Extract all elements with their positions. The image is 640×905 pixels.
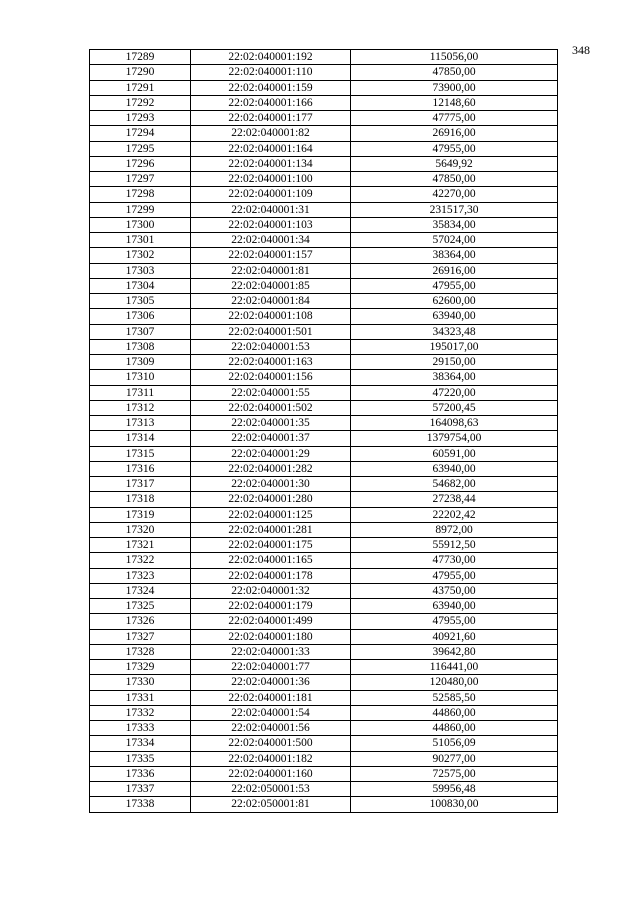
cadastral-number-cell: 22:02:040001:54 xyxy=(191,705,351,720)
cadastral-number-cell: 22:02:040001:110 xyxy=(191,65,351,80)
cadastral-number-cell: 22:02:040001:175 xyxy=(191,538,351,553)
cadastral-value-cell: 44860,00 xyxy=(351,721,558,736)
row-number-cell: 17338 xyxy=(90,797,191,812)
table-body xyxy=(90,50,558,813)
row-number-cell: 17303 xyxy=(90,263,191,278)
row-number-cell: 17318 xyxy=(90,492,191,507)
table-row xyxy=(90,80,558,95)
row-number-cell: 17301 xyxy=(90,233,191,248)
table-row xyxy=(90,721,558,736)
cadastral-number-cell: 22:02:040001:281 xyxy=(191,522,351,537)
row-number-cell: 17315 xyxy=(90,446,191,461)
cadastral-number-cell: 22:02:050001:81 xyxy=(191,797,351,812)
row-number-cell: 17295 xyxy=(90,141,191,156)
row-number-cell: 17302 xyxy=(90,248,191,263)
cadastral-value-cell: 90277,00 xyxy=(351,751,558,766)
table-row xyxy=(90,156,558,171)
cadastral-number-cell: 22:02:040001:280 xyxy=(191,492,351,507)
row-number-cell: 17298 xyxy=(90,187,191,202)
table-row xyxy=(90,111,558,126)
page-number: 348 xyxy=(572,43,590,57)
cadastral-value-cell: 29150,00 xyxy=(351,355,558,370)
cadastral-value-cell: 26916,00 xyxy=(351,263,558,278)
table-row xyxy=(90,400,558,415)
cadastral-value-cell: 26916,00 xyxy=(351,126,558,141)
cadastral-number-cell: 22:02:040001:159 xyxy=(191,80,351,95)
table-row xyxy=(90,355,558,370)
row-number-cell: 17289 xyxy=(90,50,191,65)
row-number-cell: 17313 xyxy=(90,416,191,431)
cadastral-value-cell: 39642,80 xyxy=(351,644,558,659)
cadastral-value-cell: 164098,63 xyxy=(351,416,558,431)
row-number-cell: 17299 xyxy=(90,202,191,217)
cadastral-number-cell: 22:02:040001:109 xyxy=(191,187,351,202)
row-number-cell: 17324 xyxy=(90,583,191,598)
cadastral-value-cell: 40921,60 xyxy=(351,629,558,644)
table-row xyxy=(90,507,558,522)
cadastral-value-cell: 62600,00 xyxy=(351,294,558,309)
table-row xyxy=(90,568,558,583)
cadastral-value-cell: 47775,00 xyxy=(351,111,558,126)
cadastral-value-cell: 27238,44 xyxy=(351,492,558,507)
cadastral-number-cell: 22:02:040001:180 xyxy=(191,629,351,644)
cadastral-value-cell: 60591,00 xyxy=(351,446,558,461)
table-row xyxy=(90,797,558,812)
cadastral-value-cell: 72575,00 xyxy=(351,766,558,781)
cadastral-value-cell: 52585,50 xyxy=(351,690,558,705)
cadastral-number-cell: 22:02:040001:177 xyxy=(191,111,351,126)
row-number-cell: 17292 xyxy=(90,95,191,110)
table-row xyxy=(90,553,558,568)
cadastral-number-cell: 22:02:040001:502 xyxy=(191,400,351,415)
cadastral-number-cell: 22:02:040001:77 xyxy=(191,660,351,675)
row-number-cell: 17334 xyxy=(90,736,191,751)
cadastral-number-cell: 22:02:040001:56 xyxy=(191,721,351,736)
cadastral-value-cell: 73900,00 xyxy=(351,80,558,95)
table-row xyxy=(90,233,558,248)
row-number-cell: 17322 xyxy=(90,553,191,568)
table-row xyxy=(90,782,558,797)
cadastral-value-cell: 8972,00 xyxy=(351,522,558,537)
cadastral-number-cell: 22:02:040001:85 xyxy=(191,278,351,293)
row-number-cell: 17321 xyxy=(90,538,191,553)
cadastral-number-cell: 22:02:040001:37 xyxy=(191,431,351,446)
row-number-cell: 17317 xyxy=(90,477,191,492)
cadastral-number-cell: 22:02:040001:100 xyxy=(191,172,351,187)
cadastral-value-cell: 57200,45 xyxy=(351,400,558,415)
row-number-cell: 17307 xyxy=(90,324,191,339)
cadastral-number-cell: 22:02:040001:108 xyxy=(191,309,351,324)
cadastral-number-cell: 22:02:040001:103 xyxy=(191,217,351,232)
cadastral-value-cell: 47850,00 xyxy=(351,172,558,187)
cadastral-number-cell: 22:02:040001:179 xyxy=(191,599,351,614)
cadastral-value-cell: 42270,00 xyxy=(351,187,558,202)
table-row xyxy=(90,324,558,339)
table-row xyxy=(90,614,558,629)
cadastral-number-cell: 22:02:040001:166 xyxy=(191,95,351,110)
cadastral-value-cell: 5649,92 xyxy=(351,156,558,171)
cadastral-value-cell: 44860,00 xyxy=(351,705,558,720)
table-row xyxy=(90,187,558,202)
row-number-cell: 17308 xyxy=(90,339,191,354)
row-number-cell: 17319 xyxy=(90,507,191,522)
table-row xyxy=(90,95,558,110)
cadastral-value-cell: 63940,00 xyxy=(351,599,558,614)
table-row xyxy=(90,370,558,385)
table-row xyxy=(90,294,558,309)
cadastral-number-cell: 22:02:040001:82 xyxy=(191,126,351,141)
table-row xyxy=(90,65,558,80)
cadastral-value-cell: 116441,00 xyxy=(351,660,558,675)
cadastral-value-table xyxy=(89,49,558,813)
cadastral-value-cell: 47730,00 xyxy=(351,553,558,568)
cadastral-value-cell: 54682,00 xyxy=(351,477,558,492)
row-number-cell: 17320 xyxy=(90,522,191,537)
cadastral-number-cell: 22:02:040001:164 xyxy=(191,141,351,156)
table-row xyxy=(90,736,558,751)
table-row xyxy=(90,172,558,187)
table-row xyxy=(90,522,558,537)
cadastral-value-cell: 47850,00 xyxy=(351,65,558,80)
cadastral-number-cell: 22:02:040001:35 xyxy=(191,416,351,431)
table-row xyxy=(90,461,558,476)
cadastral-number-cell: 22:02:040001:181 xyxy=(191,690,351,705)
row-number-cell: 17331 xyxy=(90,690,191,705)
cadastral-number-cell: 22:02:040001:178 xyxy=(191,568,351,583)
cadastral-value-cell: 34323,48 xyxy=(351,324,558,339)
cadastral-number-cell: 22:02:040001:501 xyxy=(191,324,351,339)
cadastral-value-cell: 1379754,00 xyxy=(351,431,558,446)
table-row xyxy=(90,263,558,278)
table-row xyxy=(90,202,558,217)
cadastral-value-cell: 195017,00 xyxy=(351,339,558,354)
row-number-cell: 17310 xyxy=(90,370,191,385)
cadastral-value-cell: 231517,30 xyxy=(351,202,558,217)
row-number-cell: 17309 xyxy=(90,355,191,370)
cadastral-value-cell: 47955,00 xyxy=(351,614,558,629)
cadastral-number-cell: 22:02:040001:81 xyxy=(191,263,351,278)
cadastral-value-cell: 120480,00 xyxy=(351,675,558,690)
row-number-cell: 17326 xyxy=(90,614,191,629)
cadastral-value-cell: 38364,00 xyxy=(351,370,558,385)
row-number-cell: 17312 xyxy=(90,400,191,415)
row-number-cell: 17304 xyxy=(90,278,191,293)
cadastral-number-cell: 22:02:040001:30 xyxy=(191,477,351,492)
row-number-cell: 17327 xyxy=(90,629,191,644)
row-number-cell: 17314 xyxy=(90,431,191,446)
cadastral-number-cell: 22:02:040001:34 xyxy=(191,233,351,248)
cadastral-value-cell: 63940,00 xyxy=(351,461,558,476)
cadastral-number-cell: 22:02:040001:29 xyxy=(191,446,351,461)
cadastral-value-cell: 47220,00 xyxy=(351,385,558,400)
table-row xyxy=(90,248,558,263)
table-row xyxy=(90,141,558,156)
row-number-cell: 17296 xyxy=(90,156,191,171)
row-number-cell: 17293 xyxy=(90,111,191,126)
row-number-cell: 17323 xyxy=(90,568,191,583)
cadastral-number-cell: 22:02:040001:163 xyxy=(191,355,351,370)
row-number-cell: 17325 xyxy=(90,599,191,614)
cadastral-value-cell: 12148,60 xyxy=(351,95,558,110)
table-row xyxy=(90,477,558,492)
table-row xyxy=(90,339,558,354)
cadastral-value-cell: 59956,48 xyxy=(351,782,558,797)
cadastral-value-cell: 35834,00 xyxy=(351,217,558,232)
table-row xyxy=(90,690,558,705)
table-row xyxy=(90,431,558,446)
cadastral-number-cell: 22:02:040001:55 xyxy=(191,385,351,400)
table-row xyxy=(90,675,558,690)
cadastral-value-cell: 100830,00 xyxy=(351,797,558,812)
table-row xyxy=(90,50,558,65)
cadastral-value-cell: 115056,00 xyxy=(351,50,558,65)
row-number-cell: 17328 xyxy=(90,644,191,659)
cadastral-number-cell: 22:02:040001:499 xyxy=(191,614,351,629)
table-row xyxy=(90,599,558,614)
table-row xyxy=(90,644,558,659)
row-number-cell: 17335 xyxy=(90,751,191,766)
cadastral-number-cell: 22:02:040001:165 xyxy=(191,553,351,568)
table-row xyxy=(90,217,558,232)
cadastral-value-cell: 55912,50 xyxy=(351,538,558,553)
cadastral-number-cell: 22:02:040001:134 xyxy=(191,156,351,171)
table-row xyxy=(90,766,558,781)
table-row xyxy=(90,492,558,507)
table-row xyxy=(90,751,558,766)
cadastral-value-cell: 51056,09 xyxy=(351,736,558,751)
cadastral-number-cell: 22:02:040001:282 xyxy=(191,461,351,476)
row-number-cell: 17332 xyxy=(90,705,191,720)
cadastral-value-cell: 22202,42 xyxy=(351,507,558,522)
cadastral-number-cell: 22:02:040001:500 xyxy=(191,736,351,751)
table-row xyxy=(90,705,558,720)
cadastral-number-cell: 22:02:040001:36 xyxy=(191,675,351,690)
cadastral-value-cell: 47955,00 xyxy=(351,278,558,293)
table-row xyxy=(90,629,558,644)
cadastral-value-cell: 47955,00 xyxy=(351,141,558,156)
table-row xyxy=(90,538,558,553)
row-number-cell: 17311 xyxy=(90,385,191,400)
table-row xyxy=(90,416,558,431)
cadastral-number-cell: 22:02:040001:53 xyxy=(191,339,351,354)
table-row xyxy=(90,309,558,324)
row-number-cell: 17336 xyxy=(90,766,191,781)
row-number-cell: 17333 xyxy=(90,721,191,736)
row-number-cell: 17297 xyxy=(90,172,191,187)
table-row xyxy=(90,446,558,461)
cadastral-number-cell: 22:02:040001:192 xyxy=(191,50,351,65)
row-number-cell: 17291 xyxy=(90,80,191,95)
row-number-cell: 17329 xyxy=(90,660,191,675)
cadastral-number-cell: 22:02:050001:53 xyxy=(191,782,351,797)
cadastral-number-cell: 22:02:040001:33 xyxy=(191,644,351,659)
cadastral-value-cell: 38364,00 xyxy=(351,248,558,263)
cadastral-number-cell: 22:02:040001:32 xyxy=(191,583,351,598)
row-number-cell: 17300 xyxy=(90,217,191,232)
table-row xyxy=(90,385,558,400)
row-number-cell: 17290 xyxy=(90,65,191,80)
cadastral-number-cell: 22:02:040001:160 xyxy=(191,766,351,781)
row-number-cell: 17330 xyxy=(90,675,191,690)
row-number-cell: 17306 xyxy=(90,309,191,324)
cadastral-value-cell: 63940,00 xyxy=(351,309,558,324)
cadastral-value-cell: 43750,00 xyxy=(351,583,558,598)
row-number-cell: 17305 xyxy=(90,294,191,309)
cadastral-number-cell: 22:02:040001:182 xyxy=(191,751,351,766)
table-row xyxy=(90,583,558,598)
table-row xyxy=(90,660,558,675)
cadastral-number-cell: 22:02:040001:125 xyxy=(191,507,351,522)
cadastral-value-cell: 47955,00 xyxy=(351,568,558,583)
row-number-cell: 17316 xyxy=(90,461,191,476)
cadastral-value-cell: 57024,00 xyxy=(351,233,558,248)
table-row xyxy=(90,126,558,141)
row-number-cell: 17337 xyxy=(90,782,191,797)
cadastral-number-cell: 22:02:040001:156 xyxy=(191,370,351,385)
cadastral-number-cell: 22:02:040001:157 xyxy=(191,248,351,263)
table-row xyxy=(90,278,558,293)
cadastral-number-cell: 22:02:040001:31 xyxy=(191,202,351,217)
row-number-cell: 17294 xyxy=(90,126,191,141)
cadastral-number-cell: 22:02:040001:84 xyxy=(191,294,351,309)
